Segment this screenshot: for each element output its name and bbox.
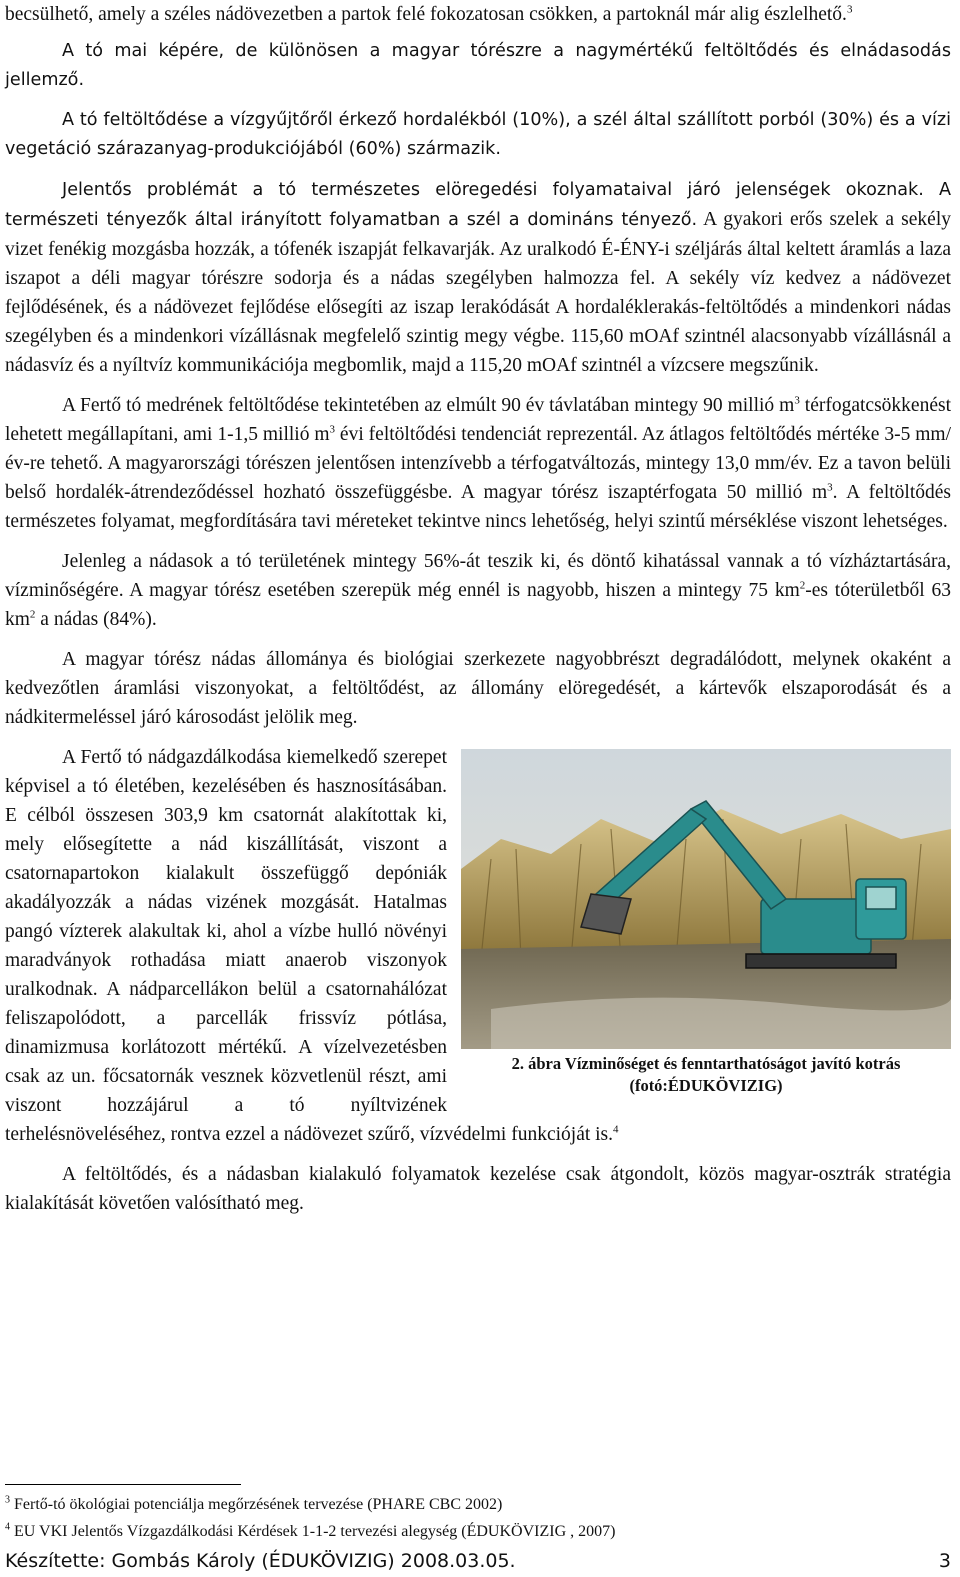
figure-2 (461, 749, 951, 1097)
paragraph-8: A feltöltődés, és a nádasban kialakuló folyamatok kezelése csak átgondolt, közös magyar-osztrák stratégia kialakítását követően valósítható meg. (5, 1164, 951, 1214)
paragraph-3 (5, 175, 951, 380)
paragraph-4: A Fertő tó medrének feltöltődése tekintetében az elmúlt 90 év távlatában mintegy 90 millió $m^3$ térfogatcsökkenést lehetett megállapítani, ami 1-1,5 millió $m^3$ évi feltöltődési tendenciát reprezentál. Az átlagos feltöltődés mértéke 3-5 mm/év-re tehető. A magyarországi tórészen jelentősen intenzívebb a térfogatváltozás, mintegy 13,0 mm/év. Ez a tavon belüli belső hordalék-átrendeződéssel hozható összefüggésbe. A magyar tórész iszaptérfogata 50 millió $m^3$. A feltöltődés természetes folyamat, megfordítására tavi méreteket tekintve nincs lehetőség, helyi szintű mérséklése viszont lehetséges. (5, 394, 951, 532)
paragraph-5: Jelenleg a nádasok a tó területének mintegy 56%-át teszik ki, és döntő kihatással vannak a tó vízháztartására, vízminőségére. A magyar tórész esetében szerepük még ennél is nagyobb, hiszen a mintegy 75 $km^2-es$ tóterületből 63 $km^2$ a nádas (84%). (5, 551, 951, 630)
footer-author: Készítette: Gombás Károly (ÉDUKÖVIZIG) 2008.03.05. (5, 1550, 516, 1572)
figure-caption: 2. ábra Vízminőséget és fenntarthatóságot javító kotrás (fotó:ÉDUKÖVIZIG) (511, 1054, 901, 1095)
page-footer (5, 1547, 951, 1575)
paragraph-6: A magyar tórész nádas állománya és biológiai szerkezete nagyobbrészt degradálódott, melynek okaként a kedvezőtlen áramlási viszonyokat, a feltöltődést, az állomány elöregedését, a kártevők elszaporodását és a nádkitermeléssel járó károsodást jelölik meg. (5, 649, 951, 728)
paragraph-7: A Fertő tó nádgazdálkodása kiemelkedő szerepet képvisel a tó életében, kezelésében és hasznosításában. E célból összesen 303,9 km csatornát alakítottak ki, mely elősegítette a nád kiszállítását, viszont a csatornapartokon kialakult összefüggő depóniák akadályozzák a nádas vizének mozgását. Hatalmas pangó vízterek alakultak ki, ahol a vízbe hulló növényi maradványok rothadása miatt anaerob viszonyok uralkodnak. A nádparcellákon belül a csatornahálózat feliszapolódott, a parcellák frissvíz pótlása, dinamizmusa korlátozott mértékű. A vízelvezetésben csak az un. főcsatornák vesznek közvetlenül részt, ami viszont hozzájárul a tó nyíltvizének terhelésnöveléséhez, rontva ezzel a nádövezet szűrő, vízvédelmi funkcióját is.$^4$ (5, 747, 619, 1145)
footnote-ref-4[interactable]: 4 (613, 1123, 619, 1136)
paragraph-3-serif: A gyakori erős szelek a sekély vizet fenékig mozgásba hozzák, a tófenék iszapját felkavarják. Az uralkodó É-ÉNY-i széljárás által keltett áramlás a laza iszapot a déli magyar tórészre sodorja és a nádas szegélyben halmozza fel. A sekély víz kedvez a nádövezet fejlődésének, és a nádövezet fejlődése elősegíti az iszap lerakódását A hordaléklerakás-feltöltődés a mindenkori nádas szegélyben és a mindenkori vízállásnak megfelelő szintig megy végbe. 115,60 mOAf szintnél alacsonyabb vízállásnál a nádasvíz és a nyíltvíz kommunikációja megbomlik, majd a 115,20 mOAf szintnél a vízcsere megszűnik. (5, 209, 951, 376)
footnotes (5, 1491, 951, 1545)
document-page (5, 0, 951, 1218)
paragraph-3-sans: Jelentős problémát a tó természetes elöregedési folyamataival járó jelenségek okoznak. A természeti tényezők által irányított folyamatban a szél a domináns tényező. (5, 180, 951, 230)
footnote-divider (5, 1484, 241, 1485)
footnote-3: $^3$ Fertő-tó ökológiai potenciálja megőrzésének tervezése (PHARE CBC 2002) (5, 1494, 503, 1513)
footnote-ref-3[interactable]: 3 (846, 3, 853, 16)
paragraph-1: A tó mai képére, de különösen a magyar tórészre a nagymértékű feltöltődés és elnádasodás jellemző. (5, 41, 951, 90)
page-number: 3 (938, 1550, 951, 1572)
paragraph-2: A tó feltöltődése a vízgyűjtőről érkező hordalékból (10%), a szél által szállított porból (30%) és a vízi vegetáció szárazanyag-produkciójából (60%) származik. (5, 110, 951, 159)
figure-text-block (5, 743, 951, 1149)
footnote-4: $^4$ EU VKI Jelentős Vízgazdálkodási Kérdések 1-1-2 tervezési alegység (ÉDUKÖVIZIG , 2007) (5, 1521, 616, 1540)
paragraph-0: becsülhető, amely a széles nádövezetben a partok felé fokozatosan csökken, a partoknál már alig észlelhető.$^3$ (5, 3, 853, 25)
excavator-photo (461, 749, 951, 1049)
